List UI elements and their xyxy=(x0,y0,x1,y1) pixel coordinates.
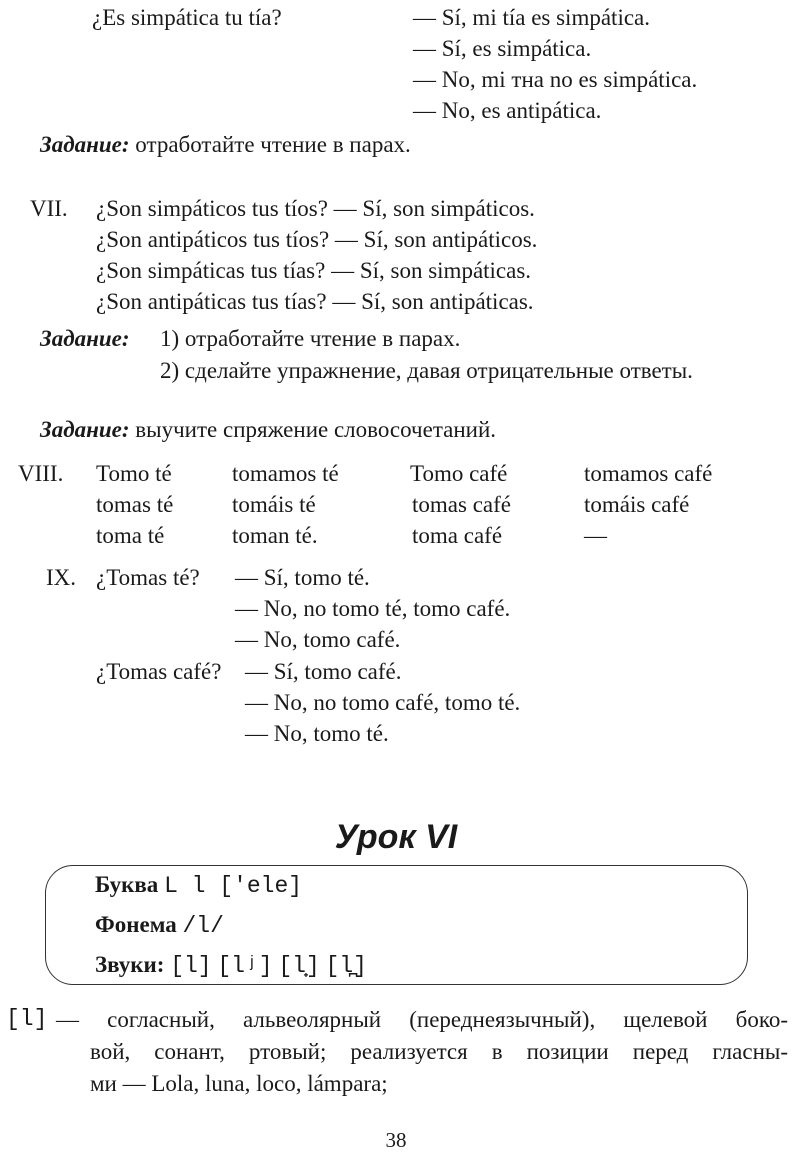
question-text: ¿Tomas té? xyxy=(96,565,200,590)
exercise-line: ¿Son simpáticos tus tíos? — Sí, son simpáticos. xyxy=(96,196,535,221)
task-line xyxy=(40,133,411,156)
exercise-line: ¿Son simpáticas tus tías? — Sí, son simpáticas. xyxy=(96,258,532,283)
sounds-row xyxy=(95,953,367,978)
task-text: отработайте чтение в парах. xyxy=(135,132,411,157)
phoneme-value: /l/ xyxy=(182,913,224,939)
sound-symbol: [l̟] xyxy=(278,953,320,979)
answer-line: — Sí, tomo té. xyxy=(235,565,370,590)
answer-line: — Sí, tomo café. xyxy=(245,659,402,684)
phoneme-label: Фонема xyxy=(95,912,177,937)
task-line xyxy=(40,418,496,441)
sound-symbol: [l̪] xyxy=(325,953,367,979)
description-line: вой, сонант, ртовый; реализуется в позиции перед гласны- xyxy=(90,1039,788,1064)
sound-symbol: [l] xyxy=(170,953,212,979)
question-text: ¿Es simpática tu tía? xyxy=(92,5,282,30)
letter-value: L l ['ele] xyxy=(164,873,303,899)
description-line: ми — Lola, luna, loco, lámpara; xyxy=(90,1071,388,1096)
task-label: Задание: xyxy=(40,132,130,157)
exercise-line: ¿Son antipáticas tus tías? — Sí, son antipáticas. xyxy=(96,289,534,314)
answer-line: — No, es antipática. xyxy=(413,98,602,123)
answer-line: — No, no tomo café, tomo té. xyxy=(245,690,521,715)
exercise-number: IX. xyxy=(46,565,77,590)
task-text: выучите спряжение словосочетаний. xyxy=(135,417,497,442)
task-label: Задание: xyxy=(40,417,130,442)
sound-description-cont xyxy=(90,1036,788,1100)
description-line: — согласный, альвеолярный (переднеязычный), щелевой боко- xyxy=(56,1007,788,1032)
sounds-label: Звуки: xyxy=(95,952,165,977)
conjugation-cell: toma café xyxy=(412,523,503,548)
conjugation-cell: tomáis té xyxy=(232,492,316,517)
conjugation-cell: — xyxy=(584,523,607,548)
task-item: 1) отработайте чтение в парах. xyxy=(160,326,461,351)
conjugation-cell: Tomo café xyxy=(410,461,508,486)
sound-entry-symbol: [l] xyxy=(6,1006,48,1032)
conjugation-cell: tomamos té xyxy=(232,461,339,486)
answer-line: — No, no tomo té, tomo café. xyxy=(235,596,511,621)
exercise-number: VIII. xyxy=(18,461,64,486)
answer-line: — No, tomo té. xyxy=(245,721,389,746)
task-item: 2) сделайте упражнение, давая отрицательные ответы. xyxy=(160,358,693,383)
exercise-number: VII. xyxy=(30,196,68,221)
page-number: 38 xyxy=(385,1128,407,1152)
conjugation-cell: tomáis café xyxy=(584,492,690,517)
phoneme-row xyxy=(95,913,224,938)
question-text: ¿Tomas café? xyxy=(96,659,222,684)
conjugation-cell: toma té xyxy=(96,523,165,548)
sound-description xyxy=(56,1004,788,1036)
task-label: Задание: xyxy=(40,326,130,351)
conjugation-cell: tomas café xyxy=(412,492,511,517)
answer-line: — No, tomo café. xyxy=(235,627,401,652)
exercise-line: ¿Son antipáticos tus tíos? — Sí, son antipáticos. xyxy=(96,227,538,252)
letter-label: Буква xyxy=(95,872,159,897)
lesson-title: Урок VI xyxy=(334,818,458,856)
conjugation-cell: tomas té xyxy=(96,492,174,517)
letter-row xyxy=(95,873,302,898)
conjugation-cell: tomamos café xyxy=(584,461,713,486)
conjugation-cell: Tomo té xyxy=(96,461,172,486)
answer-line: — No, mi тна no es simpática. xyxy=(413,67,698,92)
answer-line: — Sí, mi tía es simpática. xyxy=(413,5,650,30)
conjugation-cell: toman té. xyxy=(232,523,318,548)
sound-symbol: [lʲ] xyxy=(217,953,273,979)
answer-line: — Sí, es simpática. xyxy=(413,36,592,61)
